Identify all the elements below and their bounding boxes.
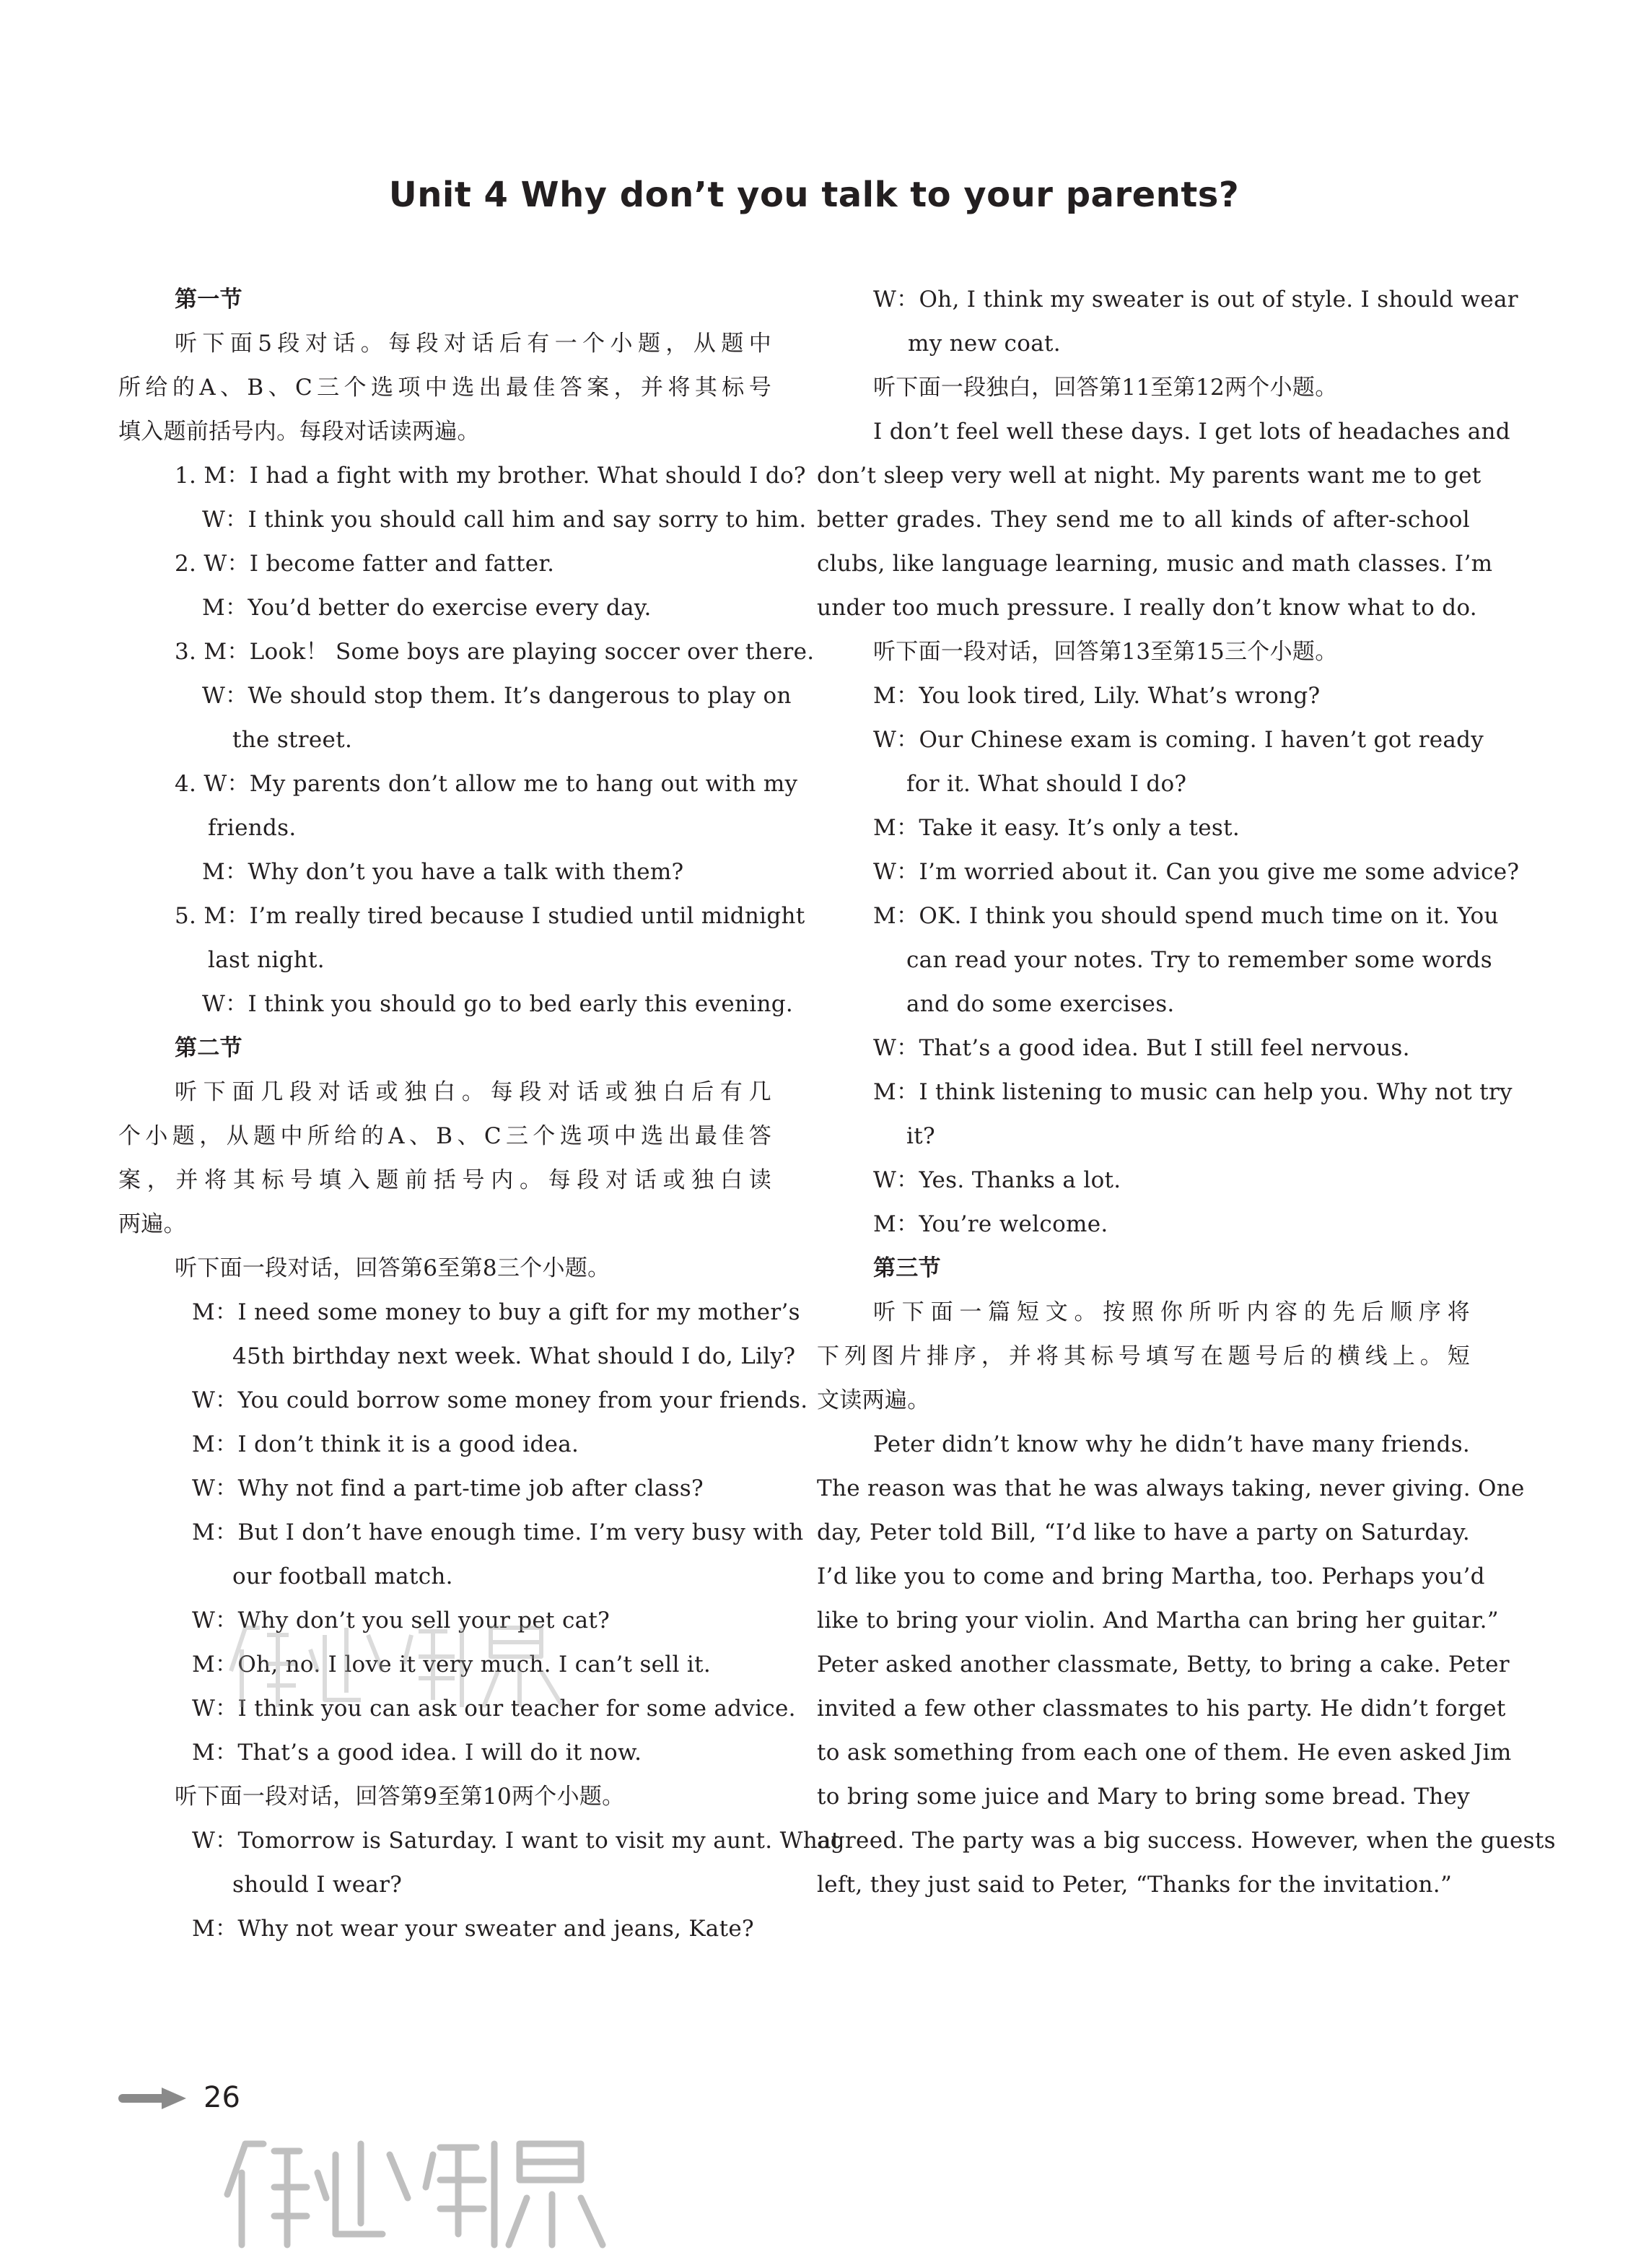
section-1-instruction: 听下面5段对话。每段对话后有一个小题，从题中 (175, 331, 771, 357)
passage-line: like to bring your violin. And Martha can bring her guitar.” (817, 1608, 1499, 1634)
dialogue-line: M：Take it easy. It’s only a test. (873, 815, 1240, 841)
passage-line: Peter didn’t know why he didn’t have many friends. (873, 1431, 1471, 1457)
dialogue-line: W：I think you should go to bed early this evening. (202, 991, 794, 1017)
monologue-line: I don’t feel well these days. I get lots of headaches and (873, 419, 1510, 445)
dialogue-line: M：I need some money to buy a gift for my mother’s (192, 1299, 800, 1325)
dialogue-line: W：I think you should call him and say sorry to him. (202, 507, 807, 533)
dialogue-line: 4. W：My parents don’t allow me to hang out with my (175, 771, 798, 797)
section-2-instruction: 个小题，从题中所给的A、B、C三个选项中选出最佳答 (118, 1123, 771, 1149)
dialogue-line: 2. W：I become fatter and fatter. (175, 551, 555, 577)
dialogue-line: W：Oh, I think my sweater is out of style. I should wear (873, 287, 1518, 313)
dialogue-line: and do some exercises. (906, 991, 1175, 1017)
monologue-line: under too much pressure. I really don’t know what to do. (817, 595, 1477, 621)
dialogue-line: for it. What should I do? (906, 771, 1187, 797)
monologue-line: better grades. They send me to all kinds of after-school (817, 507, 1470, 533)
passage-line: left, they just said to Peter, “Thanks for the invitation.” (817, 1872, 1453, 1898)
dialogue-line: M：You’re welcome. (873, 1211, 1108, 1237)
page-title: Unit 4 Why don’t you talk to your parents? (388, 175, 1240, 215)
dialogue-line: W：We should stop them. It’s dangerous to play on (202, 683, 792, 709)
dialogue-line: my new coat. (908, 331, 1061, 357)
dialogue-line: 5. M：I’m really tired because I studied until midnight (175, 903, 805, 929)
question-intro: 听下面一段对话，回答第6至第8三个小题。 (175, 1255, 610, 1281)
passage-line: to ask something from each one of them. He even asked Jim (817, 1740, 1512, 1766)
dialogue-line: W：Tomorrow is Saturday. I want to visit my aunt. What (192, 1828, 841, 1854)
passage-line: to bring some juice and Mary to bring some bread. They (817, 1784, 1470, 1810)
question-intro: 听下面一段对话，回答第13至第15三个小题。 (873, 639, 1338, 665)
dialogue-line: the street. (232, 727, 353, 753)
section-2-instruction: 听下面几段对话或独白。每段对话或独白后有几 (175, 1079, 771, 1105)
dialogue-line: M：I think listening to music can help you. Why not try (873, 1079, 1513, 1105)
dialogue-line: W：Our Chinese exam is coming. I haven’t got ready (873, 727, 1484, 753)
watermark-logo (216, 1606, 592, 1722)
section-2-instruction: 两遍。 (118, 1211, 186, 1237)
dialogue-line: 3. M：Look！ Some boys are playing soccer over there. (175, 639, 815, 665)
passage-line: day, Peter told Bill, “I’d like to have a party on Saturday. (817, 1519, 1470, 1545)
section-3-heading: 第三节 (873, 1255, 941, 1281)
watermark-logo (209, 2115, 613, 2259)
section-1-heading: 第一节 (175, 287, 242, 313)
dialogue-line: M：Oh, no. I love it very much. I can’t sell it. (192, 1652, 712, 1678)
section-1-instruction: 所给的A、B、C三个选项中选出最佳答案，并将其标号 (118, 375, 771, 401)
dialogue-line: M：Why not wear your sweater and jeans, Kate? (192, 1916, 754, 1942)
passage-line: invited a few other classmates to his party. He didn’t forget (817, 1696, 1506, 1722)
question-intro: 听下面一段独白，回答第11至第12两个小题。 (873, 375, 1338, 401)
dialogue-line: 45th birthday next week. What should I do, Lily? (232, 1343, 796, 1369)
page-number: 26 (204, 2081, 240, 2114)
arrow-right-icon (118, 2086, 188, 2111)
passage-line: Peter asked another classmate, Betty, to bring a cake. Peter (817, 1652, 1510, 1678)
passage-line: I’d like you to come and bring Martha, too. Perhaps you’d (817, 1563, 1485, 1589)
dialogue-line: 1. M：I had a fight with my brother. What should I do? (175, 463, 806, 489)
dialogue-line: M：You look tired, Lily. What’s wrong? (873, 683, 1321, 709)
section-3-instruction: 文读两遍。 (817, 1387, 930, 1413)
dialogue-line: last night. (208, 947, 325, 973)
dialogue-line: our football match. (232, 1563, 453, 1589)
section-3-instruction: 听下面一篇短文。按照你所听内容的先后顺序将 (873, 1299, 1470, 1325)
question-intro: 听下面一段对话，回答第9至第10两个小题。 (175, 1784, 625, 1810)
dialogue-line: W：I think you can ask our teacher for some advice. (192, 1696, 796, 1722)
dialogue-line: M：That’s a good idea. I will do it now. (192, 1740, 642, 1766)
right-column (817, 278, 1556, 1907)
dialogue-line: M：But I don’t have enough time. I’m very busy with (192, 1519, 804, 1545)
monologue-line: don’t sleep very well at night. My parents want me to get (817, 463, 1482, 489)
dialogue-line: M：OK. I think you should spend much time on it. You (873, 903, 1499, 929)
dialogue-line: M：Why don’t you have a talk with them? (202, 859, 684, 885)
dialogue-line: M：I don’t think it is a good idea. (192, 1431, 579, 1457)
section-1-instruction: 填入题前括号内。每段对话读两遍。 (118, 419, 480, 445)
monologue-line: clubs, like language learning, music and math classes. I’m (817, 551, 1493, 577)
section-3-instruction: 下列图片排序，并将其标号填写在题号后的横线上。短 (817, 1343, 1470, 1369)
dialogue-line: W：Why don’t you sell your pet cat? (192, 1608, 610, 1634)
dialogue-line: friends. (208, 815, 297, 841)
dialogue-line: should I wear? (232, 1872, 403, 1898)
dialogue-line: can read your notes. Try to remember some words (906, 947, 1492, 973)
section-2-instruction: 案，并将其标号填入题前括号内。每段对话或独白读 (118, 1167, 771, 1193)
dialogue-line: W：Yes. Thanks a lot. (873, 1167, 1121, 1193)
dialogue-line: it? (906, 1123, 935, 1149)
dialogue-line: W：Why not find a part-time job after class? (192, 1475, 704, 1501)
section-2-heading: 第二节 (175, 1035, 242, 1061)
passage-line: The reason was that he was always taking, never giving. One (817, 1475, 1525, 1501)
dialogue-line: W：That’s a good idea. But I still feel nervous. (873, 1035, 1410, 1061)
passage-line: agreed. The party was a big success. However, when the guests (817, 1828, 1556, 1854)
dialogue-line: W：I’m worried about it. Can you give me some advice? (873, 859, 1520, 885)
dialogue-line: W：You could borrow some money from your friends. (192, 1387, 808, 1413)
dialogue-line: M：You’d better do exercise every day. (202, 595, 652, 621)
